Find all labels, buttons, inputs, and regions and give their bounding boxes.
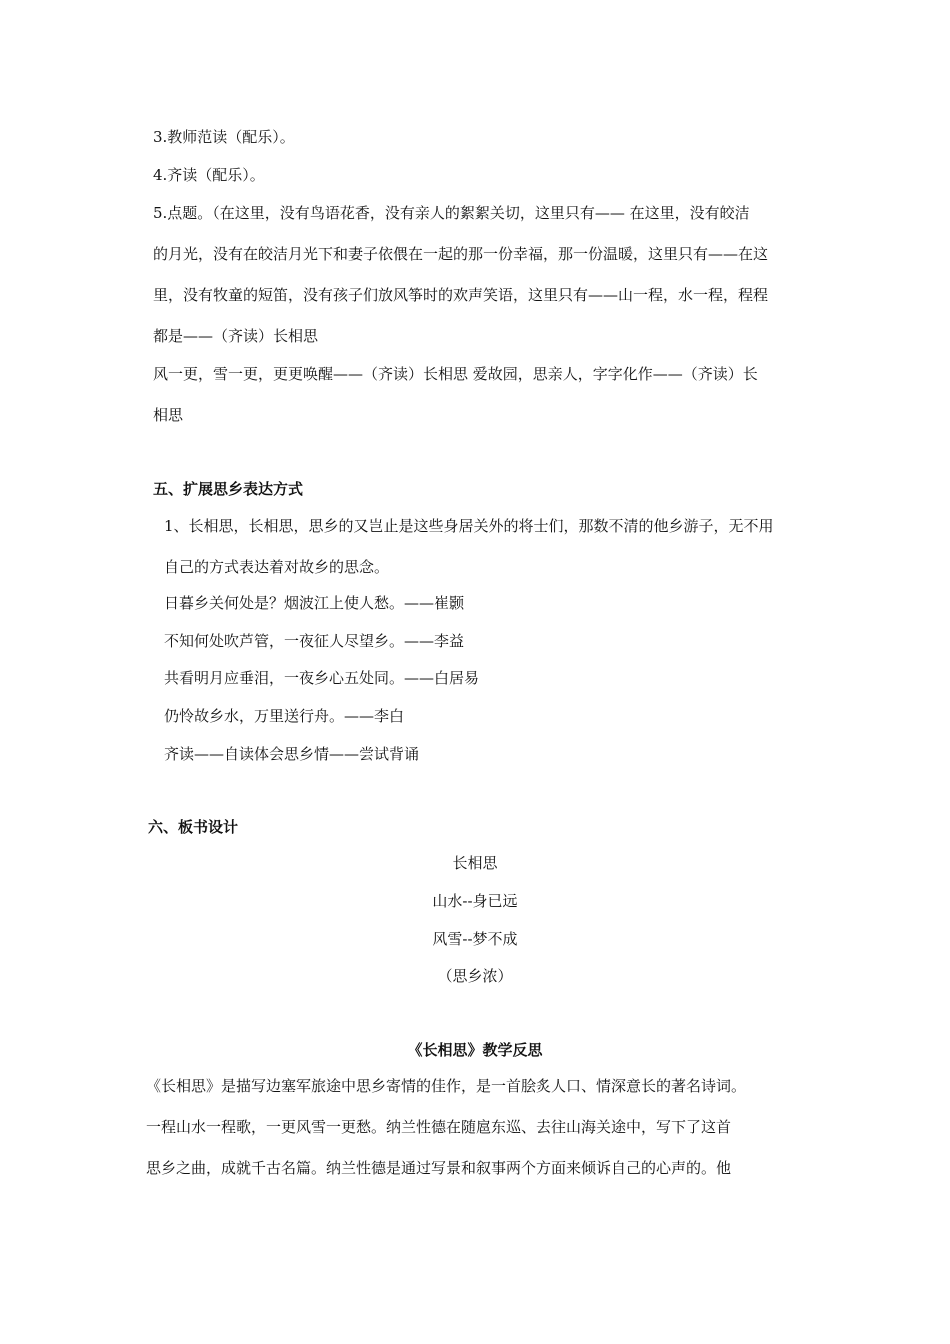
step-5-line: 相思 xyxy=(153,406,184,424)
step-4: 4.齐读（配乐）。 xyxy=(153,166,265,184)
section-5-heading: 五、扩展思乡表达方式 xyxy=(153,480,304,498)
step-5-line: 5.点题。（在这里，没有鸟语花香，没有亲人的絮絮关切，这里只有—— 在这里，没有皎洁 xyxy=(153,204,750,222)
board-line: （思乡浓） xyxy=(437,967,513,985)
section-6-heading: 六、板书设计 xyxy=(148,818,239,836)
step-5-line: 的月光，没有在皎洁月光下和妻子依偎在一起的那一份幸福，那一份温暖，这里只有——在这 xyxy=(153,245,769,263)
poem-line: 仍怜故乡水，万里送行舟。——李白 xyxy=(164,707,405,725)
poem-line: 日暮乡关何处是？烟波江上使人愁。——崔颢 xyxy=(164,594,465,612)
step-3: 3.教师范读（配乐）。 xyxy=(153,128,295,146)
reflection-line: 《长相思》是描写边塞军旅途中思乡寄情的佳作，是一首脍炙人口、情深意长的著名诗词。 xyxy=(146,1077,747,1095)
reflection-line: 一程山水一程歌，一更风雪一更愁。纳兰性德在随扈东巡、去往山海关途中，写下了这首 xyxy=(146,1118,732,1136)
section-5-line: 齐读——自读体会思乡情——尝试背诵 xyxy=(164,745,420,763)
section-5-line: 1、长相思，长相思，思乡的又岂止是这些身居关外的将士们，那数不清的他乡游子，无不用 xyxy=(164,517,774,535)
board-line: 风雪--梦不成 xyxy=(432,930,518,948)
board-line: 长相思 xyxy=(452,854,498,872)
step-5-line: 里，没有牧童的短笛，没有孩子们放风筝时的欢声笑语，这里只有——山一程，水一程，程程 xyxy=(153,286,769,304)
poem-line: 共看明月应垂泪，一夜乡心五处同。——白居易 xyxy=(164,669,480,687)
reflection-title: 《长相思》教学反思 xyxy=(407,1041,543,1059)
step-5-line: 风一更，雪一更，更更唤醒——（齐读）长相思 爱故园，思亲人，字字化作——（齐读）长 xyxy=(153,365,758,383)
step-5-line: 都是——（齐读）长相思 xyxy=(153,327,319,345)
reflection-line: 思乡之曲，成就千古名篇。纳兰性德是通过写景和叙事两个方面来倾诉自己的心声的。他 xyxy=(146,1159,732,1177)
section-5-line: 自己的方式表达着对故乡的思念。 xyxy=(164,558,390,576)
board-line: 山水--身已远 xyxy=(432,892,518,910)
poem-line: 不知何处吹芦管，一夜征人尽望乡。——李益 xyxy=(164,632,465,650)
